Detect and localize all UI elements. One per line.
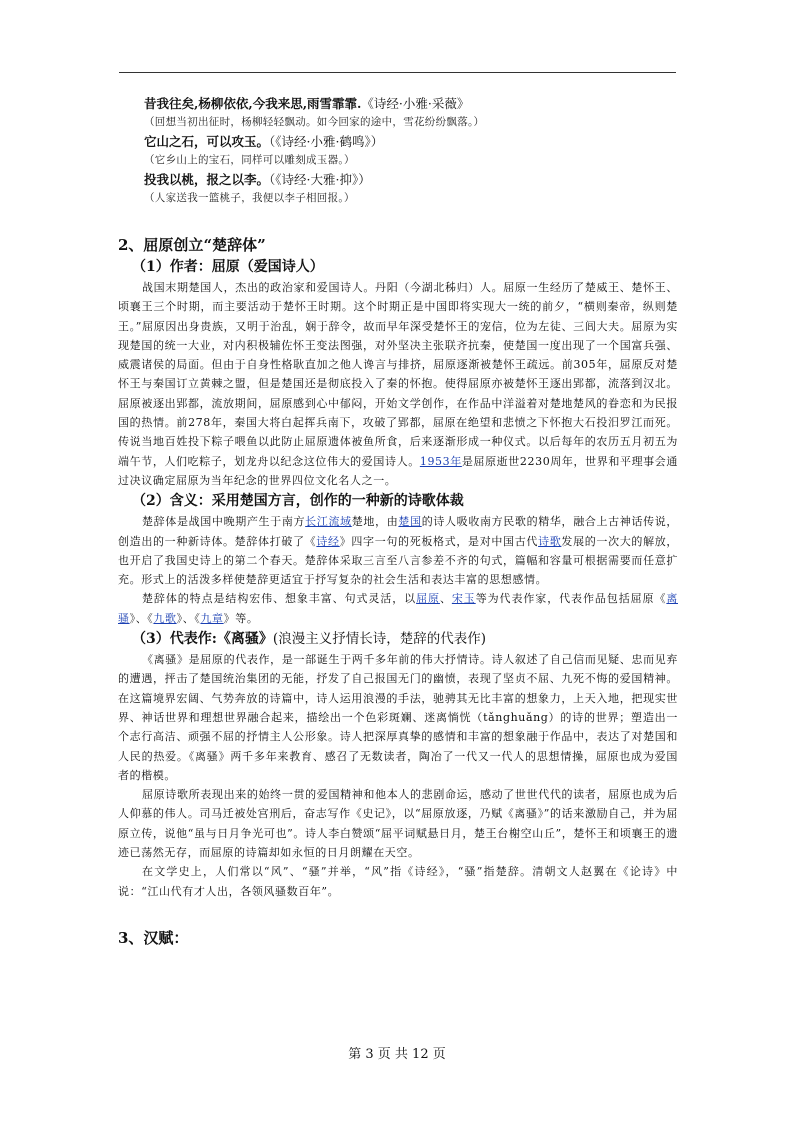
quote-gloss: （人家送我一篮桃子，我便以李子相回报。） (144, 192, 355, 204)
quote-block-3 (144, 170, 678, 208)
quote-text: 投我以桃，报之以李。 (144, 172, 270, 187)
quote-gloss: （它乡山上的宝石，同样可以雕刻成玉器。） (144, 154, 355, 166)
quote-block-1 (144, 94, 678, 132)
page-body (118, 94, 678, 949)
section-2-title: 2、屈原创立“楚辞体” (118, 236, 266, 254)
text-run: 的诗人吸收南方民歌的精华，融合上古神话传说，创造出的一种新诗体。楚辞体打破了《 (118, 515, 679, 548)
quote-text: 昔我往矣,杨柳依依,今我来思,雨雪霏霏. (144, 96, 362, 111)
work-heading-text: （3）代表作:《离骚》 (132, 631, 273, 648)
work-paragraph-3: 在文学史上，人们常以“风”、“骚”并举，“风”指《诗经》，“骚”指楚辞。清朝文人赵翼在《论诗》中说：“江山代有才人出，各领风骚数百年”。 (118, 865, 678, 898)
quote-source: 《诗经·小雅·采薇》 (361, 96, 470, 111)
text-run: 楚辞体是战国中晚期产生于南方 (142, 515, 306, 529)
link-songyu[interactable]: 宋玉 (451, 592, 476, 606)
quote-source: （《诗经·小雅·鹤鸣》） (269, 134, 384, 149)
link-quyuan[interactable]: 屈原 (416, 592, 440, 606)
work-heading-note: (浪漫主义抒情长诗，楚辞的代表作) (272, 631, 486, 648)
quote-line (144, 132, 678, 151)
quote-block-2 (144, 132, 678, 170)
header-rule (119, 72, 676, 73)
link-shige[interactable]: 诗歌 (538, 534, 562, 548)
text-run: 》、《 (176, 611, 201, 625)
quote-gloss: （回想当初出征时，杨柳轻轻飘动。如今回家的途中，雪花纷纷飘落。） (144, 116, 485, 128)
text-run: 楚辞体的特点是结构宏伟、想象丰富、句式灵活，以 (142, 592, 417, 606)
meaning-paragraph-1 (118, 512, 678, 589)
quote-line (144, 170, 678, 189)
work-heading (132, 628, 678, 650)
link-lisao[interactable]: 离骚 (118, 592, 678, 625)
meaning-heading: （2）含义：采用楚国方言，创作的一种新的诗歌体裁 (132, 493, 464, 510)
author-tail: 是屈原逝世2230周年，世界和平理事会通过决议确定屈原为当年纪念的世界四位文化名人之一。 (118, 454, 678, 487)
quote-source: （《诗经·大雅·抑》） (269, 172, 371, 187)
page-footer: 第 3 页 共 12 页 (348, 1047, 446, 1062)
author-heading: （1）作者：屈原（爱国诗人） (132, 259, 324, 275)
text-run: 发展的一次大的解放，也开启了我国史诗上的第二个春天。楚辞体采取三言至八言参差不齐的句式，篇幅和容量可根据需要而任意扩充。形式上的活泼多样使楚辞更适宜于抒写复杂的社会生活和表达丰富的思想感情。 (118, 534, 679, 587)
year-link[interactable]: 1953年 (419, 454, 462, 468)
link-jiuge[interactable]: 九歌 (153, 611, 177, 625)
author-text: 战国末期楚国人，杰出的政治家和爱国诗人。丹阳（今湖北秭归）人。屈原一生经历了楚威王、楚怀王、顷襄王三个时期，而主要活动于楚怀王时期。这个时期正是中国即将实现大一统的前夕，“横则秦帝，纵则楚王。”屈原因出身贵族，又明于治乱，娴于辞令，故而早年深受楚怀王的宠信，位为左徒、三闾大夫。屈原为实现楚国的统一大业，对内积极辅佐怀王变法图强，对外坚决主张联齐抗秦，使楚国一度出现了一个国富兵强、威震诸侯的局面。但由于自身性格耿直加之他人谗言与排挤，屈原逐渐被楚怀王疏远。前305年，屈原反对楚怀王与秦国订立黄棘之盟，但是楚国还是彻底投入了秦的怀抱。使得屈原亦被楚怀王逐出郢都，流落到汉北。屈原被逐出郢都，流放期间，屈原感到心中郁闷，开始文学创作，在作品中洋溢着对楚地楚风的眷恋和为民报国的热情。前278年，秦国大将白起挥兵南下，攻破了郢都，屈原在绝望和悲愤之下怀抱大石投汨罗江而死。传说当地百姓投下粽子喂鱼以此防止屈原遗体被鱼所食，后来逐渐形成一种仪式。以后每年的农历五月初五为端午节，人们吃粽子，划龙舟以纪念这位伟大的爱国诗人。 (118, 281, 678, 468)
section-3-title: 3、汉赋： (118, 928, 189, 947)
link-changjiang[interactable]: 长江流域 (305, 515, 352, 529)
text-run: 》、《 (129, 611, 154, 625)
link-jiuzhang[interactable]: 九章 (200, 611, 224, 625)
meaning-paragraph-2 (118, 589, 678, 628)
link-shijing[interactable]: 诗经 (316, 534, 340, 548)
text-run: 》四字一句的死板格式，是对中国古代 (339, 534, 539, 548)
text-run: 、 (439, 592, 452, 606)
quote-line (144, 94, 678, 113)
text-run: 楚地，由 (351, 515, 399, 529)
author-paragraph (118, 278, 678, 490)
work-paragraph-2: 屈原诗歌所表现出来的始终一贯的爱国精神和他本人的悲剧命运，感动了世世代代的读者，屈原也成为后人仰慕的伟人。司马迁被处宫刑后，奋志写作《史记》，以“屈原放逐，乃赋《离骚》”的话来激励自己，并为屈原立传，说他“虽与日月争光可也”。诗人李白赞颂“屈平词赋悬日月，楚王台榭空山丘”，楚怀王和顷襄王的遗迹已荡然无存，而屈原的诗篇却如永恒的日月朗耀在天空。 (118, 788, 678, 860)
quote-text: 它山之石，可以攻玉。 (144, 134, 270, 149)
text-run: 》等。 (223, 611, 259, 625)
text-run: 等为代表作家，代表作品包括屈原《 (475, 592, 667, 606)
link-chuguo[interactable]: 楚国 (398, 515, 422, 529)
work-paragraph-1: 《离骚》是屈原的代表作，是一部诞生于两千多年前的伟大抒情诗。诗人叙述了自己信而见疑、忠而见弃的遭遇，抨击了楚国统治集团的无能，抒发了自己报国无门的幽愤，表现了坚贞不屈、九死不悔的爱国精神。在这篇境界宏阔、气势奔放的诗篇中，诗人运用浪漫的手法，驰骋其无比丰富的想象力，上天入地，把现实世界、神话世界和理想世界融合起来，描绘出一个色彩斑斓、迷离惝恍（tǎnghuǎng）的诗的世界；塑造出一个志行高洁、顽强不屈的抒情主人公形象。诗人把深厚真挚的感情和丰富的想象融于作品中，表达了对楚国和人民的热爱。《离骚》两千多年来教育、感召了无数读者，陶冶了一代又一代人的思想情操，屈原也成为爱国者的楷模。 (118, 653, 678, 782)
